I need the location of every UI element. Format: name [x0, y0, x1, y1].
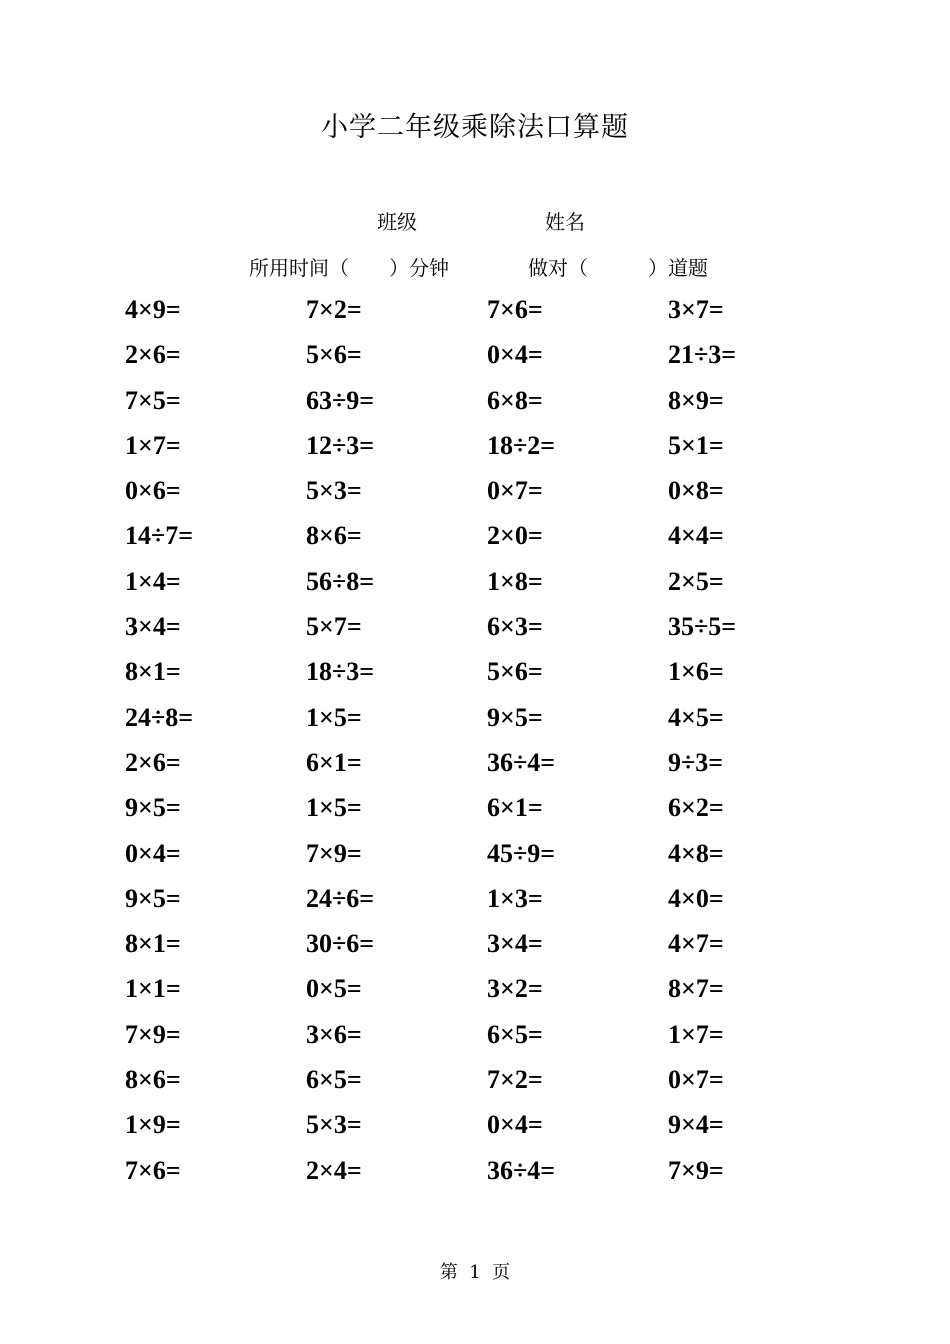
- page-number: 第 1 页: [439, 1262, 511, 1283]
- problem-item: 3×2=: [487, 974, 543, 1004]
- problem-item: 7×6=: [125, 1155, 181, 1185]
- problem-item: 1×7=: [668, 1019, 724, 1049]
- problem-item: 8×6=: [306, 521, 362, 551]
- correct-count-label: 做对（ ）道题: [528, 256, 708, 280]
- problem-item: 30÷6=: [306, 929, 375, 959]
- problem-item: 5×6=: [487, 657, 543, 687]
- problem-item: 2×6=: [125, 340, 181, 370]
- problem-item: 2×5=: [668, 566, 724, 596]
- problem-item: 9×5=: [487, 702, 543, 732]
- problem-item: 7×6=: [487, 295, 543, 324]
- problem-item: 1×6=: [668, 657, 724, 687]
- worksheet-title: 小学二年级乘除法口算题: [321, 112, 629, 143]
- problem-item: 6×5=: [306, 1065, 362, 1095]
- problem-item: 3×4=: [125, 612, 181, 642]
- problem-item: 5×3=: [306, 1110, 362, 1140]
- problem-item: 18÷2=: [487, 430, 556, 460]
- problem-item: 8×7=: [668, 974, 724, 1004]
- problem-item: 14÷7=: [125, 521, 194, 551]
- problem-item: 21÷3=: [668, 340, 737, 370]
- problem-item: 2×0=: [487, 521, 543, 551]
- problem-item: 1×1=: [125, 974, 181, 1004]
- problem-item: 6×2=: [668, 793, 724, 823]
- problem-item: 4×8=: [668, 838, 724, 868]
- name-label: 姓名: [545, 210, 585, 234]
- problem-item: 6×8=: [487, 385, 543, 415]
- problem-item: 3×7=: [668, 295, 724, 324]
- problem-item: 4×5=: [668, 702, 724, 732]
- problem-item: 1×3=: [487, 883, 543, 913]
- problem-item: 7×9=: [668, 1155, 724, 1185]
- problem-item: 0×4=: [487, 1110, 543, 1140]
- class-label: 班级: [377, 210, 417, 234]
- problem-item: 18÷3=: [306, 657, 375, 687]
- problem-item: 6×1=: [487, 793, 543, 823]
- time-used-label: 所用时间（ ）分钟: [249, 256, 449, 280]
- problem-item: 35÷5=: [668, 612, 737, 642]
- problem-item: 4×7=: [668, 929, 724, 959]
- problem-item: 8×1=: [125, 657, 181, 687]
- problem-item: 5×3=: [306, 476, 362, 506]
- problem-item: 9×5=: [125, 883, 181, 913]
- problem-item: 8×1=: [125, 929, 181, 959]
- problem-item: 9×4=: [668, 1110, 724, 1140]
- problem-item: 1×7=: [125, 430, 181, 460]
- problem-item: 6×3=: [487, 612, 543, 642]
- problem-item: 6×5=: [487, 1019, 543, 1049]
- problem-item: 3×6=: [306, 1019, 362, 1049]
- problem-item: 7×5=: [125, 385, 181, 415]
- problem-item: 0×6=: [125, 476, 181, 506]
- problem-item: 8×6=: [125, 1065, 181, 1095]
- problem-item: 4×0=: [668, 883, 724, 913]
- problem-item: 1×8=: [487, 566, 543, 596]
- problem-item: 8×9=: [668, 385, 724, 415]
- problem-item: 0×8=: [668, 476, 724, 506]
- problem-item: 45÷9=: [487, 838, 556, 868]
- problem-item: 1×4=: [125, 566, 181, 596]
- problem-item: 56÷8=: [306, 566, 375, 596]
- problem-item: 3×4=: [487, 929, 543, 959]
- problem-item: 5×1=: [668, 430, 724, 460]
- problem-item: 63÷9=: [306, 385, 375, 415]
- problem-item: 9÷3=: [668, 747, 724, 777]
- problem-item: 2×6=: [125, 747, 181, 777]
- problem-item: 6×1=: [306, 747, 362, 777]
- problem-item: 24÷8=: [125, 702, 194, 732]
- problem-item: 0×5=: [306, 974, 362, 1004]
- problem-item: 0×7=: [487, 476, 543, 506]
- problem-item: 12÷3=: [306, 430, 375, 460]
- problem-item: 7×9=: [125, 1019, 181, 1049]
- problem-item: 5×6=: [306, 340, 362, 370]
- problem-item: 36÷4=: [487, 747, 556, 777]
- problem-item: 5×7=: [306, 612, 362, 642]
- problem-item: 7×9=: [306, 838, 362, 868]
- problem-item: 9×5=: [125, 793, 181, 823]
- problem-item: 0×4=: [125, 838, 181, 868]
- problem-item: 7×2=: [487, 1065, 543, 1095]
- problem-item: 0×7=: [668, 1065, 724, 1095]
- problem-item: 4×4=: [668, 521, 724, 551]
- problem-item: 1×5=: [306, 702, 362, 732]
- problem-item: 2×4=: [306, 1155, 362, 1185]
- problem-item: 24÷6=: [306, 883, 375, 913]
- problem-item: 1×5=: [306, 793, 362, 823]
- problem-item: 4×9=: [125, 295, 181, 324]
- problem-item: 7×2=: [306, 295, 362, 324]
- problem-item: 1×9=: [125, 1110, 181, 1140]
- problem-item: 36÷4=: [487, 1155, 556, 1185]
- problem-item: 0×4=: [487, 340, 543, 370]
